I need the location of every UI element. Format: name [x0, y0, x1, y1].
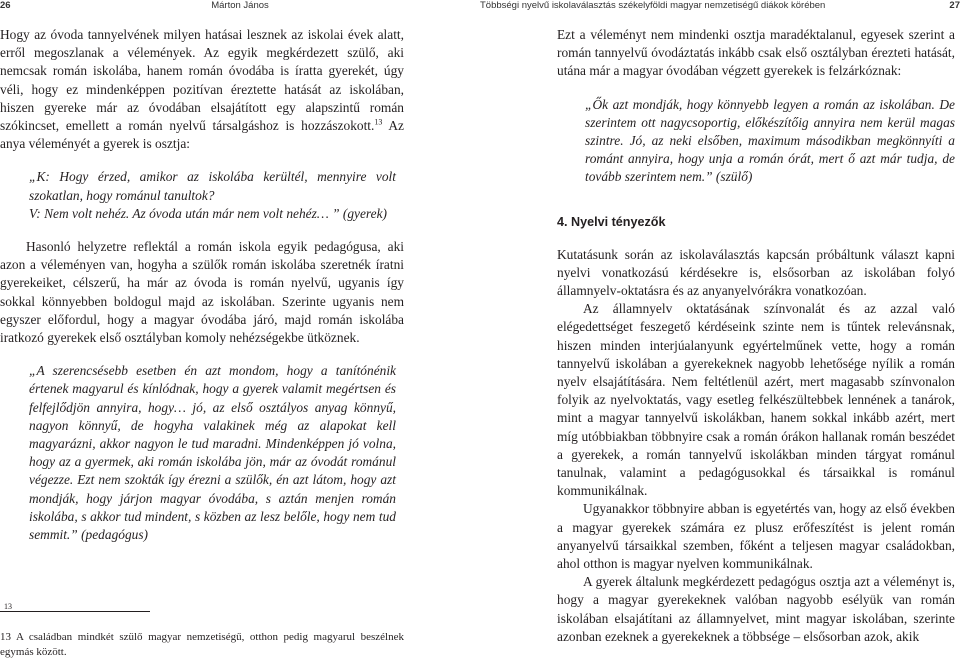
paragraph-3: Az államnyelv oktatásának színvonalát és az azzal való elégedettséget feszegető kérdéseink szinte nem is tűntek relevánsnak, hiszen minden interjúalanyunk egyértelműnek vette, hogy a román tannyelvű iskolában a gyerekeknek nagyobb lehetősége nyílik a román nyelv elsajátítására. Nem feltétlenül azért, mert magasabb színvonalon folyik az nyelvoktatás, vagy esetleg felkészültebbek lennének a tanárok, mint a magyar tannyelvű iskolákban, hanem sokkal inkább azért, mert míg utóbbiakban többnyire csak a román órákon hallanak román beszédet a gyerekek, a román tannyelvű iskolákban minden tárgyat románul tanulnak, valamint a pedagógusokkal és társaikkal is románul kommunikálnak. [557, 301, 955, 499]
quote-child-question: „K: Hogy érzed, amikor az iskolába kerültél, mennyire volt szokatlan, hogy románul tanultok? [29, 169, 396, 203]
right-body-text [557, 26, 955, 646]
right-page-header [480, 0, 960, 14]
page-number: 27 [949, 0, 960, 11]
paragraph-2: Kutatásunk során az iskolaválasztás kapcsán próbáltunk választ kapni nyelvi vonatkozású kérdésekre is, elsősorban az iskolában folyó államnyelv-oktatásra és az anyanyelvórákra vonatkozóan. [557, 246, 955, 299]
paragraph-4: Ugyanakkor többnyire abban is egyetértés van, hogy az első években a magyar gyerekek számára ez plusz erőfeszítést is jelent román anyanyelvű társaikkal szemben, főként a teljesen magyar családokban, ahol otthon is magyar nyelven kommunikálnak. [557, 501, 955, 572]
quote-child-answer: V: Nem volt nehéz. Az óvoda után már nem volt nehéz… ” (gyerek) [29, 205, 387, 221]
section-heading: 4. Nyelvi tényezők [557, 214, 666, 229]
footnote-13: 13 A családban mindkét szülő magyar nemzetiségű, otthon pedig magyarul beszélnek egymás között. [0, 631, 404, 658]
right-page [480, 0, 960, 662]
paragraph-1: Ezt a véleményt nem mindenki osztja maradéktalanul, egyesek szerint a román tannyelvű óvodáztatás inkább csak első osztályban érezteti hatását, utána már a magyar óvodában végzett gyerekek is felzárkóznak: [557, 27, 955, 79]
paragraph-1-tail: Az anya véleményét a gyerek is osztja: [0, 118, 404, 152]
footnote-ref: 13 [374, 117, 383, 127]
footnote-divider [0, 611, 150, 612]
paragraph-2: Hasonló helyzetre reflektál a román iskola egyik pedagógusa, aki azon a véleményen van, hogyha a szülők román iskolába szeretnék íratni gyerekeiket, célszerű, ha már az óvoda is román nyelvű, ugyanis így sokkal könnyebben boldogul majd az iskolában. Szerinte ugyanis nem egyszer előfordul, hogy a magyar óvodába járó, majd román iskolába iratkozó gyerekek első osztályban komoly nehézségekbe ütköznek. [0, 239, 404, 346]
running-head-author: Márton János [211, 0, 269, 11]
page-number: 26 [0, 0, 11, 11]
quote-teacher: „A szerencsésebb esetben én azt mondom, hogy a tanítónénik értenek magyarul és kínlódnak, hogy a gyerek valamit megértsen és felfejlődjön annyira, hogy… jó, az első osztályos anyag könnyű, nagyon könnyű, de hogyha valakinek még az alapokat kell magyarázni, akkor nagyon le tud maradni. Mindenképpen jó volna, hogy az a gyermek, aki román iskolába jön, már az óvodát románul végezze. Ezt nem szokták így érezni a szülők, én azt látom, hogy azt mondják, hogy járjon magyar óvodába, s aztán menjen román iskolába, s akkor tud mindent, s közben az lesz belőle, hogy nem tud semmit.” (pedagógus) [29, 363, 396, 543]
footnote-marker: 13 [4, 602, 12, 611]
paragraph-5: A gyerek általunk megkérdezett pedagógus osztja azt a véleményt is, hogy a magyar gyerekeknek valóban nagyobb esélyük van román iskolában elsajátítani az államnyelvet, mint magyar iskolában, szerinte azonban ezeknek a gyerekeknek a többsége – elsősorban azok, akik [557, 574, 955, 644]
left-body-text [0, 26, 404, 544]
paragraph-1-text: Hogy az óvoda tannyelvének milyen hatásai lesznek az iskolai évek alatt, erről megoszlanak a vélemények. Az egyik megkérdezett szülő, aki nemcsak román iskolába, hanem román óvodába is íratta gyerekét, úgy véli, hogy ez mindenképpen pozitívan éreztette hatását az iskolában, hiszen gyereke már az óvodában elsajátított egy alapszintű román szókincset, emellett a román nyelvű társalgáshoz is hozzászokott. [0, 27, 404, 134]
left-page-header [0, 0, 480, 14]
quote-parent: „Ők azt mondják, hogy könnyebb legyen a román az iskolában. De szerintem ott nagycsoportig, előkészítőig annyira nem kerül magas szintre. Jó, az neki elsőben, maximum másodikban megkönnyíti a románt annyira, hogy unja a román órát, mert ő azt már tudja, de tovább szerintem nem.” (szülő) [585, 96, 955, 185]
paragraph-1 [0, 26, 404, 153]
running-head-title: Többségi nyelvű iskolaválasztás székelyföldi magyar nemzetiségű diákok körében [480, 0, 826, 11]
